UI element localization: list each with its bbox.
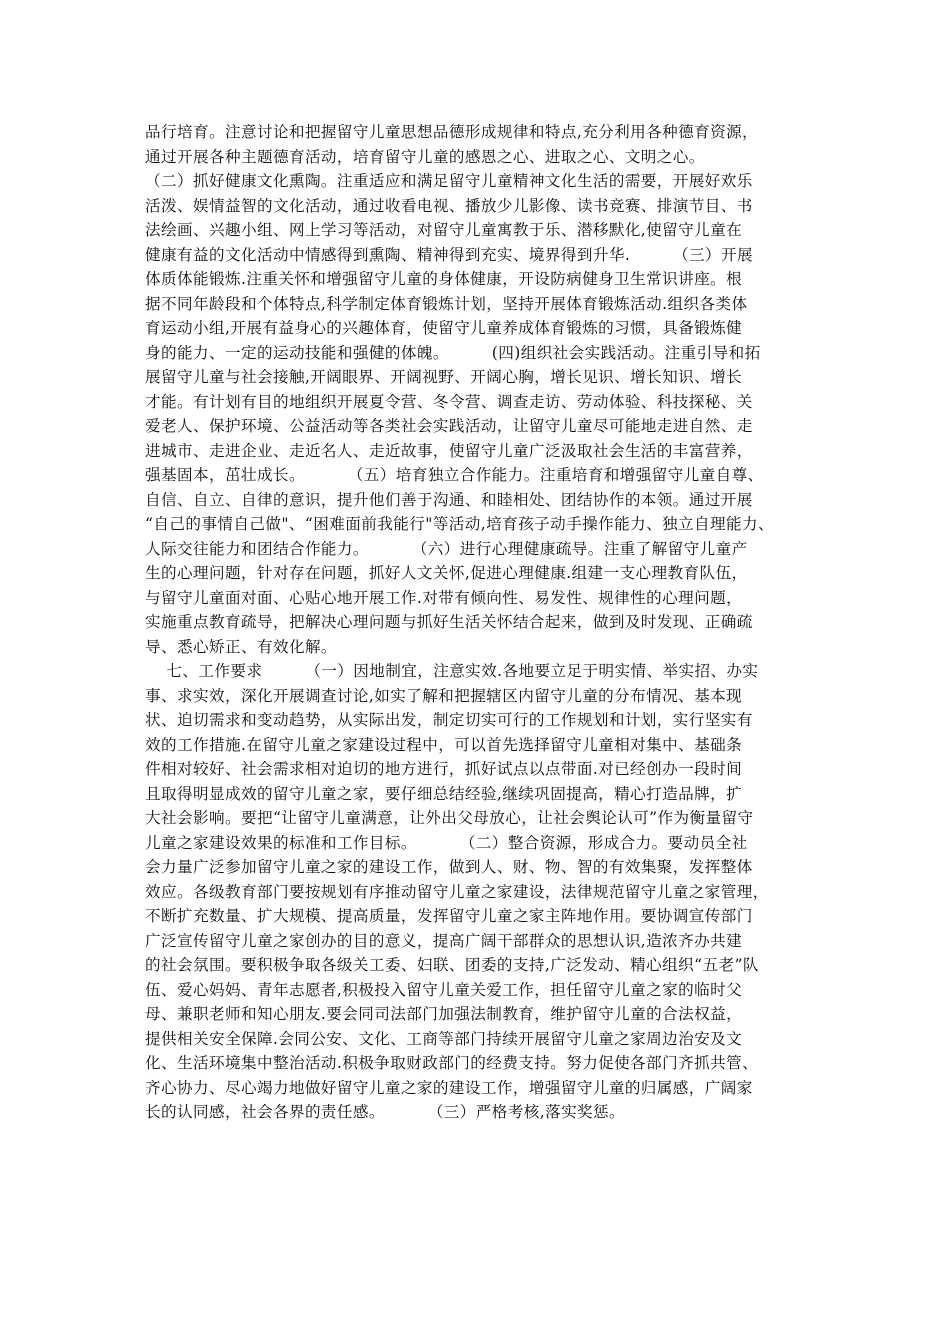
text-line: 才能。有计划有目的地组织开展夏令营、冬令营、调查走访、劳动体验、科技探秘、关 xyxy=(145,392,753,411)
text-line: 化、生活环境集中整治活动.积极争取财政部门的经费支持。努力促使各部门齐抓共管、 xyxy=(145,1054,759,1072)
text-line: 展留守儿童与社会接触,开阔眼界、开阔视野、开阔心胸，增长见识、增长知识、增长 xyxy=(145,368,743,386)
text-line: 活泼、娱情益智的文化活动，通过收看电视、播放少儿影像、读书竞赛、排演节目、书 xyxy=(145,196,753,215)
text-line: 自信、自立、自律的意识，提升他们善于沟通、和睦相处、团结协作的本领。通过开展 xyxy=(145,490,753,509)
text-line: 的社会氛围。要积极争取各级关工委、妇联、团委的支持,广泛发动、精心组织“五老”队 xyxy=(145,956,759,974)
body-text xyxy=(145,120,820,1125)
text-line: 法绘画、兴趣小组、网上学习等活动，对留守儿童寓教于乐、潜移默化,使留守儿童在 xyxy=(145,221,743,239)
text-line: 体质体能锻炼.注重关怀和增强留守儿童的身体健康，开设防病健身卫生常识讲座。根 xyxy=(145,270,743,288)
text-line: 人际交往能力和团结合作能力。 （六）进行心理健康疏导。注重了解留守儿童产 xyxy=(145,539,748,558)
text-line: 七、工作要求 （一）因地制宜，注意实效.各地要立足于明实情、举实招、办实 xyxy=(145,662,759,680)
text-line: 育运动小组,开展有益身心的兴趣体育，使留守儿童养成体育锻炼的习惯，具备锻炼健 xyxy=(145,319,743,337)
text-line: 效的工作措施.在留守儿童之家建设过程中，可以首先选择留守儿童相对集中、基础条 xyxy=(145,735,743,754)
text-line: 进城市、走进企业、走近名人、走近故事，使留守儿童广泛汲取社会生活的丰富营养， xyxy=(145,441,753,460)
text-line: 身的能力、一定的运动技能和强健的体魄。 (四)组织社会实践活动。注重引导和拓 xyxy=(145,343,761,362)
text-line: 会力量广泛参加留守儿童之家的建设工作，做到人、财、物、智的有效集聚，发挥整体 xyxy=(145,858,753,876)
text-line: 大社会影响。要把“让留守儿童满意，让外出父母放心，让社会舆论认可”作为衡量留守 xyxy=(145,809,754,827)
text-line: 与留守儿童面对面、心贴心地开展工作.对带有倾向性、易发性、规律性的心理问题， xyxy=(145,588,743,607)
text-line: 齐心协力、尽心竭力地做好留守儿童之家的建设工作，增强留守儿童的归属感，广阔家 xyxy=(145,1078,753,1097)
text-line: 长的认同感，社会各界的责任感。 （三）严格考核,落实奖惩。 xyxy=(145,1103,626,1121)
text-line: 件相对较好、社会需求相对迫切的地方进行，抓好试点以点带面.对已经创办一段时间 xyxy=(145,760,743,778)
text-line: 且取得明显成效的留守儿童之家，要仔细总结经验,继续巩固提高，精心打造品牌，扩 xyxy=(145,784,743,803)
text-line: （二）抓好健康文化熏陶。注重适应和满足留守儿童精神文化生活的需要，开展好欢乐 xyxy=(145,172,753,190)
text-line: 提供相关安全保障.会同公安、文化、工商等部门持续开展留守儿童之家周边治安及文 xyxy=(145,1029,743,1048)
text-line: “自己的事情自己做"、“困难面前我能行"等活动,培育孩子动手操作能力、独立自理能力、 xyxy=(145,515,775,533)
text-line: 母、兼职老师和知心朋友.要会同司法部门加强法制教育，维护留守儿童的合法权益， xyxy=(145,1005,743,1023)
text-line: 状、迫切需求和变动趋势，从实际出发，制定切实可行的工作规划和计划，实行坚实有 xyxy=(145,711,753,729)
text-line: 不断扩充数量、扩大规模、提高质量，发挥留守儿童之家主阵地作用。要协调宣传部门 xyxy=(145,907,753,925)
text-line: 广泛宣传留守儿童之家创办的目的意义，提高广阔干部群众的思想认识,造浓齐办共建 xyxy=(145,931,743,950)
text-line: 效应。各级教育部门要按规划有序推动留守儿童之家建设，法律规范留守儿童之家管理， xyxy=(145,882,769,901)
text-line: 据不同年龄段和个体特点,科学制定体育锻炼计划，坚持开展体育锻炼活动.组织各类体 xyxy=(145,294,748,313)
text-line: 通过开展各种主题德育活动，培育留守儿童的感恩之心、进取之心、文明之心。 xyxy=(145,147,705,166)
text-line: 品行培育。注意讨论和把握留守儿童思想品德形成规律和特点,充分利用各种德育资源， xyxy=(145,123,759,141)
text-line: 强基固本，茁壮成长。 （五）培育独立合作能力。注重培育和增强留守儿童自尊、 xyxy=(145,466,764,484)
text-line: 导、悉心矫正、有效化解。 xyxy=(145,637,337,656)
text-line: 事、求实效，深化开展调查讨论,如实了解和把握辖区内留守儿童的分布情况、基本现 xyxy=(145,686,743,705)
text-line: 爱老人、保护环境、公益活动等各类社会实践活动，让留守儿童尽可能地走进自然、走 xyxy=(145,417,753,435)
text-line: 儿童之家建设效果的标准和工作目标。 （二）整合资源，形成合力。要动员全社 xyxy=(145,833,748,852)
text-line: 伍、爱心妈妈、青年志愿者,积极投入留守儿童关爱工作，担任留守儿童之家的临时父 xyxy=(145,980,743,999)
text-line: 健康有益的文化活动中情感得到熏陶、精神得到充实、境界得到升华. （三）开展 xyxy=(145,245,753,264)
text-line: 生的心理问题，针对存在问题，抓好人文关怀,促进心理健康.组建一支心理教育队伍， xyxy=(145,564,748,582)
text-line: 实施重点教育疏导，把解决心理问题与抓好生活关怀结合起来，做到及时发现、正确疏 xyxy=(145,613,753,631)
